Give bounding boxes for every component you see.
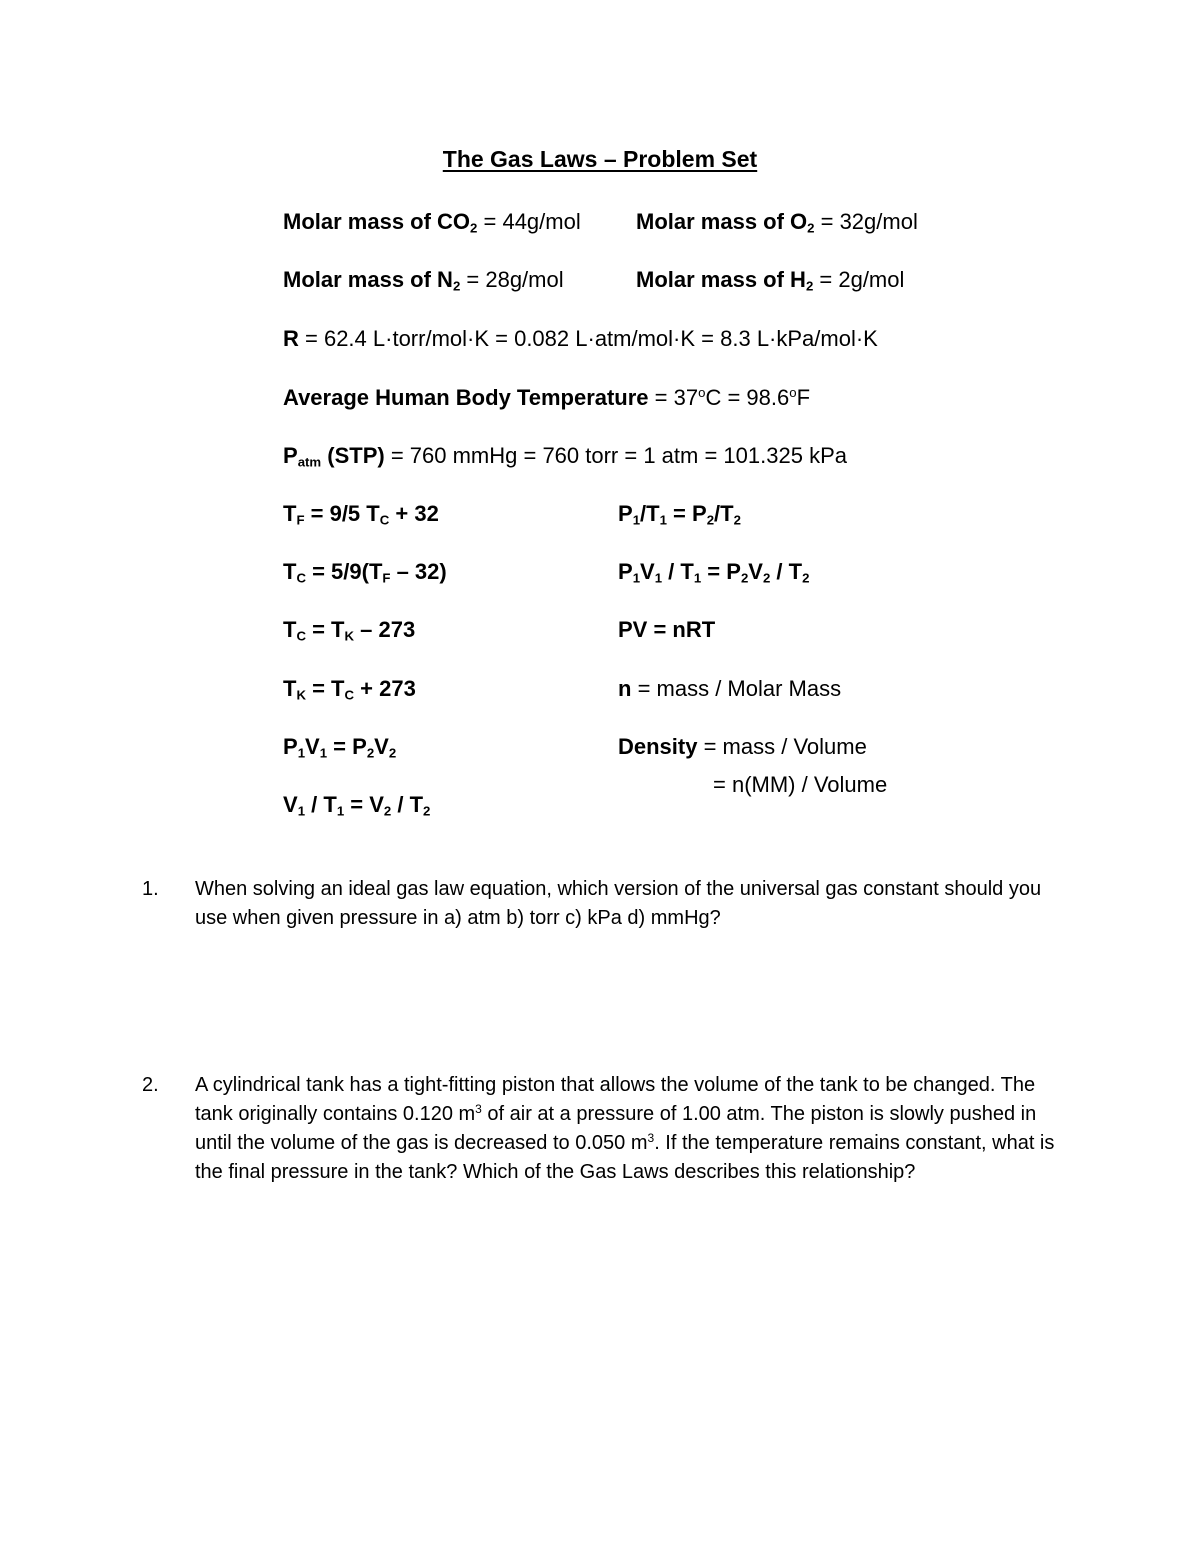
question-1-text: When solving an ideal gas law equation, which version of the universal gas constant should you use when given pressure in a) atm b) torr c) kPa d) mmHg? xyxy=(195,878,1042,929)
formula-density-alt: = n(MM) / Volume xyxy=(713,772,888,797)
question-1-number: 1. xyxy=(142,878,159,900)
question-2-exp-b: 3 xyxy=(647,1130,655,1145)
molar-mass-n2-value: = 28g/mol xyxy=(460,267,564,292)
patm-symbol: P xyxy=(283,443,298,468)
formula-density-value: = mass / Volume xyxy=(697,734,867,759)
question-2-text-c: . If the temperature remains constant, what is the final pressure in the tank? Which of the Gas Laws describes this relationship? xyxy=(195,1132,1055,1183)
formula-boyles-law: $P_1V_1 = P_2V_2$ xyxy=(283,734,397,761)
gas-constant-value: = 62.4 L·torr/mol·K = 0.082 L·atm/mol·K = 8.3 L·kPa/mol·K xyxy=(298,326,878,351)
degree-symbol-f: o xyxy=(789,385,797,401)
formula-tk: $T_K = T_C + 273$ xyxy=(283,676,416,703)
molar-mass-co2 xyxy=(283,208,581,236)
question-2-number: 2. xyxy=(142,1074,159,1096)
molar-mass-o2-value: = 32g/mol xyxy=(814,209,918,234)
molar-mass-o2-sub: 2 xyxy=(807,220,815,236)
molar-mass-co2-label: Molar mass of CO xyxy=(283,209,471,234)
formula-charles-law: $V_1 / T_1 = V_2 / T_2$ xyxy=(283,792,431,819)
formula-moles xyxy=(618,675,841,703)
body-temperature-value-f: C = 98.6 xyxy=(705,385,790,410)
body-temperature-label: Average Human Body Temperature xyxy=(283,385,649,410)
body-temperature-line xyxy=(283,384,810,412)
molar-mass-h2-sub: 2 xyxy=(805,278,814,294)
body-temperature-unit-f: F xyxy=(796,385,811,410)
molar-mass-o2 xyxy=(636,208,918,236)
gas-constant-line xyxy=(283,325,878,353)
page-title: The Gas Laws – Problem Set xyxy=(442,146,758,172)
degree-symbol-c: o xyxy=(698,385,706,401)
question-2-text-b: of air at a pressure of 1.00 atm. The piston is slowly pushed in until the volume of the gas is decreased to 0.050 m xyxy=(195,1103,1037,1154)
formula-tf: $T_F = 9/5$ $T_C + 32$ xyxy=(283,501,439,528)
molar-mass-h2 xyxy=(636,266,904,294)
question-2-exp-a: 3 xyxy=(475,1101,482,1116)
formula-moles-label: n xyxy=(618,676,632,701)
question-2-text-a: A cylindrical tank has a tight-fitting piston that allows the volume of the tank to be changed. The tank originally contains 0.120 m xyxy=(195,1074,1036,1125)
patm-label: (STP) xyxy=(321,443,385,468)
gas-constant-symbol: R xyxy=(283,326,299,351)
molar-mass-n2-label: Molar mass of N xyxy=(283,267,453,292)
molar-mass-n2 xyxy=(283,266,564,294)
formula-moles-value: = mass / Molar Mass xyxy=(631,676,842,701)
molar-mass-h2-value: = 2g/mol xyxy=(813,267,905,292)
formula-density xyxy=(618,733,867,761)
patm-line xyxy=(283,442,847,470)
formula-density-label: Density xyxy=(618,734,698,759)
formula-combined-gas-law: $P_1V_1 / T_1 = P_2V_2 / T_2$ xyxy=(618,559,810,586)
molar-mass-co2-sub: 2 xyxy=(470,220,478,236)
patm-value: = 760 mmHg = 760 torr = 1 atm = 101.325 kPa xyxy=(384,443,847,468)
question-2-text xyxy=(195,1071,1065,1187)
formula-tc-from-tk: $T_C = T_K - 273$ xyxy=(283,617,416,644)
formula-gay-lussac-law: $P_1/T_1 = P_2/T_2$ xyxy=(618,501,741,528)
formula-ideal-gas-law: PV = nRT xyxy=(618,617,716,642)
molar-mass-n2-sub: 2 xyxy=(452,278,461,294)
formula-tc-from-tf: $T_C = 5/9(T_F - 32)$ xyxy=(283,559,447,586)
molar-mass-h2-label: Molar mass of H xyxy=(636,267,806,292)
molar-mass-o2-label: Molar mass of O xyxy=(636,209,808,234)
body-temperature-value-c: = 37 xyxy=(648,385,699,410)
molar-mass-co2-value: = 44g/mol xyxy=(477,209,581,234)
patm-sub: atm xyxy=(297,454,322,470)
